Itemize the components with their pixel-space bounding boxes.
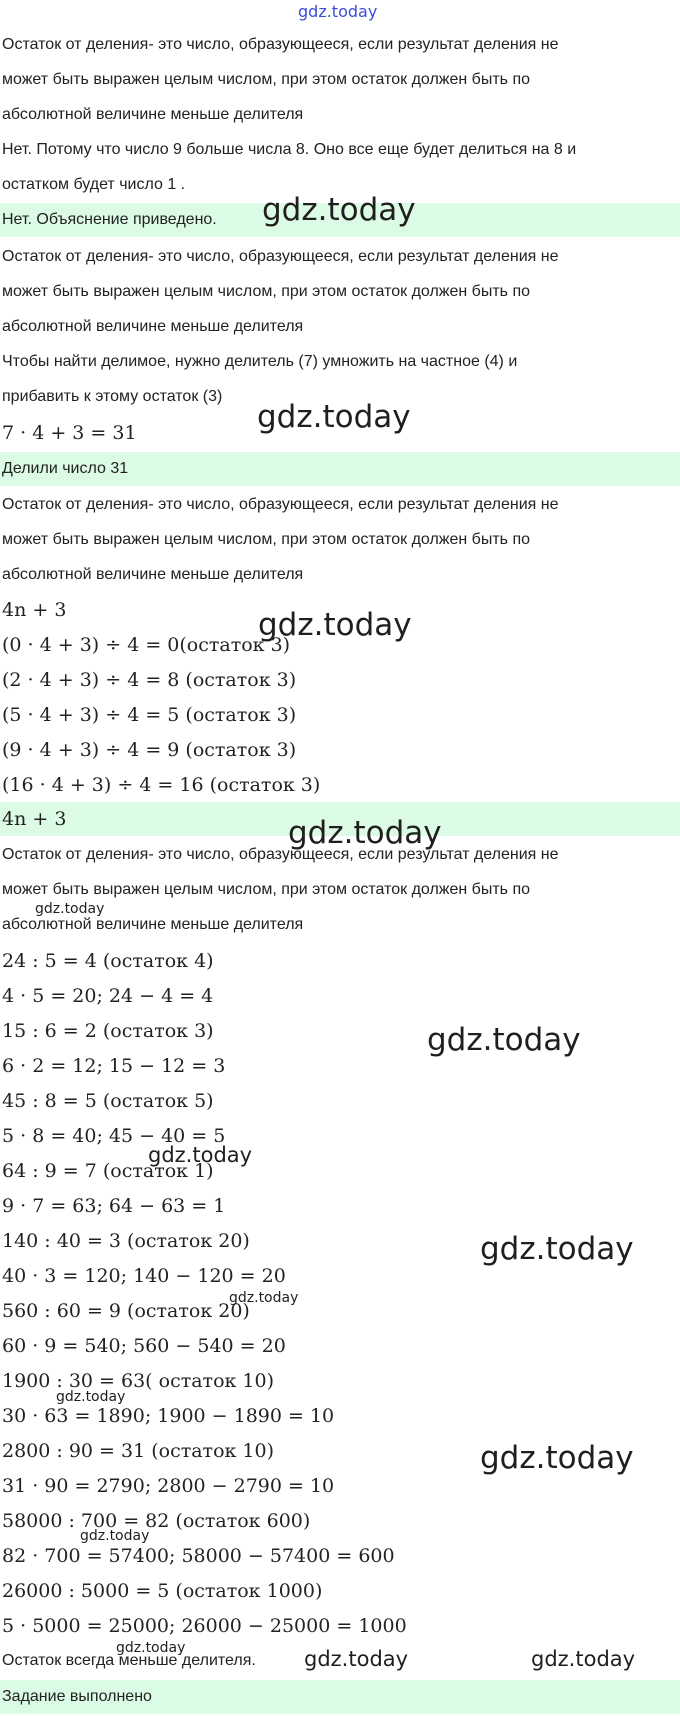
math-line: (16 · 4 + 3) ÷ 4 = 16 (остаток 3) [2,774,321,796]
watermark: gdz.today [304,1647,409,1671]
text-line: Остаток от деления- это число, образующееся, если результат деления не [2,846,559,863]
math-line: 64 : 9 = 7 (остаток 1) [2,1160,214,1182]
answer-line: Нет. Объяснение приведено. [2,211,217,228]
math-line: (0 · 4 + 3) ÷ 4 = 0(остаток 3) [2,634,291,656]
math-line: 82 · 700 = 57400; 58000 − 57400 = 600 [2,1545,395,1567]
answer-line: 4n + 3 [2,808,67,830]
watermark: gdz.today [116,1640,186,1656]
watermark: gdz.today [258,607,412,643]
text-line: прибавить к этому остаток (3) [2,388,223,405]
math-line: (9 · 4 + 3) ÷ 4 = 9 (остаток 3) [2,739,297,761]
math-line: 560 : 60 = 9 (остаток 20) [2,1300,250,1322]
watermark: gdz.today [288,815,442,851]
text-line: Остаток от деления- это число, образующееся, если результат деления не [2,496,559,513]
watermark: gdz.today [480,1231,634,1267]
text-line: абсолютной величине меньше делителя [2,566,304,583]
math-line: 6 · 2 = 12; 15 − 12 = 3 [2,1055,226,1077]
math-line: 5 · 8 = 40; 45 − 40 = 5 [2,1125,226,1147]
text-line: остатком будет число 1 . [2,176,186,193]
text-line: Нет. Потому что число 9 больше числа 8. Оно все еще будет делиться на 8 и [2,141,577,158]
math-line: 4 · 5 = 20; 24 − 4 = 4 [2,985,214,1007]
watermark: gdz.today [257,399,411,435]
answer-line: Задание выполнено [2,1688,152,1705]
math-line: 9 · 7 = 63; 64 − 63 = 1 [2,1195,226,1217]
text-line: Остаток от деления- это число, образующееся, если результат деления не [2,36,559,53]
watermark: gdz.today [56,1389,126,1405]
math-line: 15 : 6 = 2 (остаток 3) [2,1020,214,1042]
math-line: 7 · 4 + 3 = 31 [2,422,137,444]
watermark: gdz.today [148,1143,253,1167]
text-line: может быть выражен целым числом, при этом остаток должен быть по [2,881,530,898]
text-line: Остаток от деления- это число, образующееся, если результат деления не [2,248,559,265]
text-line: абсолютной величине меньше делителя [2,916,304,933]
watermark: gdz.today [262,192,416,228]
math-line: 30 · 63 = 1890; 1900 − 1890 = 10 [2,1405,335,1427]
math-line: (5 · 4 + 3) ÷ 4 = 5 (остаток 3) [2,704,297,726]
text-line: абсолютной величине меньше делителя [2,318,304,335]
math-line: 58000 : 700 = 82 (остаток 600) [2,1510,311,1532]
text-line: может быть выражен целым числом, при этом остаток должен быть по [2,283,530,300]
math-line: (2 · 4 + 3) ÷ 4 = 8 (остаток 3) [2,669,297,691]
math-line: 26000 : 5000 = 5 (остаток 1000) [2,1580,323,1602]
math-line: 24 : 5 = 4 (остаток 4) [2,950,214,972]
text-line: Остаток всегда меньше делителя. [2,1652,256,1669]
math-line: 40 · 3 = 120; 140 − 120 = 20 [2,1265,286,1287]
math-line: 31 · 90 = 2790; 2800 − 2790 = 10 [2,1475,335,1497]
answer-line: Делили число 31 [2,460,129,477]
math-line: 140 : 40 = 3 (остаток 20) [2,1230,250,1252]
math-line: 1900 : 30 = 63( остаток 10) [2,1370,275,1392]
watermark: gdz.today [480,1440,634,1476]
text-line: может быть выражен целым числом, при этом остаток должен быть по [2,531,530,548]
math-line: 2800 : 90 = 31 (остаток 10) [2,1440,275,1462]
math-line: 4n + 3 [2,599,67,621]
math-line: 60 · 9 = 540; 560 − 540 = 20 [2,1335,286,1357]
text-line: может быть выражен целым числом, при этом остаток должен быть по [2,71,530,88]
watermark: gdz.today [35,901,105,917]
watermark: gdz.today [229,1290,299,1306]
math-line: 45 : 8 = 5 (остаток 5) [2,1090,214,1112]
text-line: абсолютной величине меньше делителя [2,106,304,123]
watermark: gdz.today [427,1022,581,1058]
site-header[interactable]: gdz.today [298,2,378,21]
watermark: gdz.today [80,1528,150,1544]
math-line: 5 · 5000 = 25000; 26000 − 25000 = 1000 [2,1615,407,1637]
watermark: gdz.today [531,1647,636,1671]
text-line: Чтобы найти делимое, нужно делитель (7) умножить на частное (4) и [2,353,518,370]
